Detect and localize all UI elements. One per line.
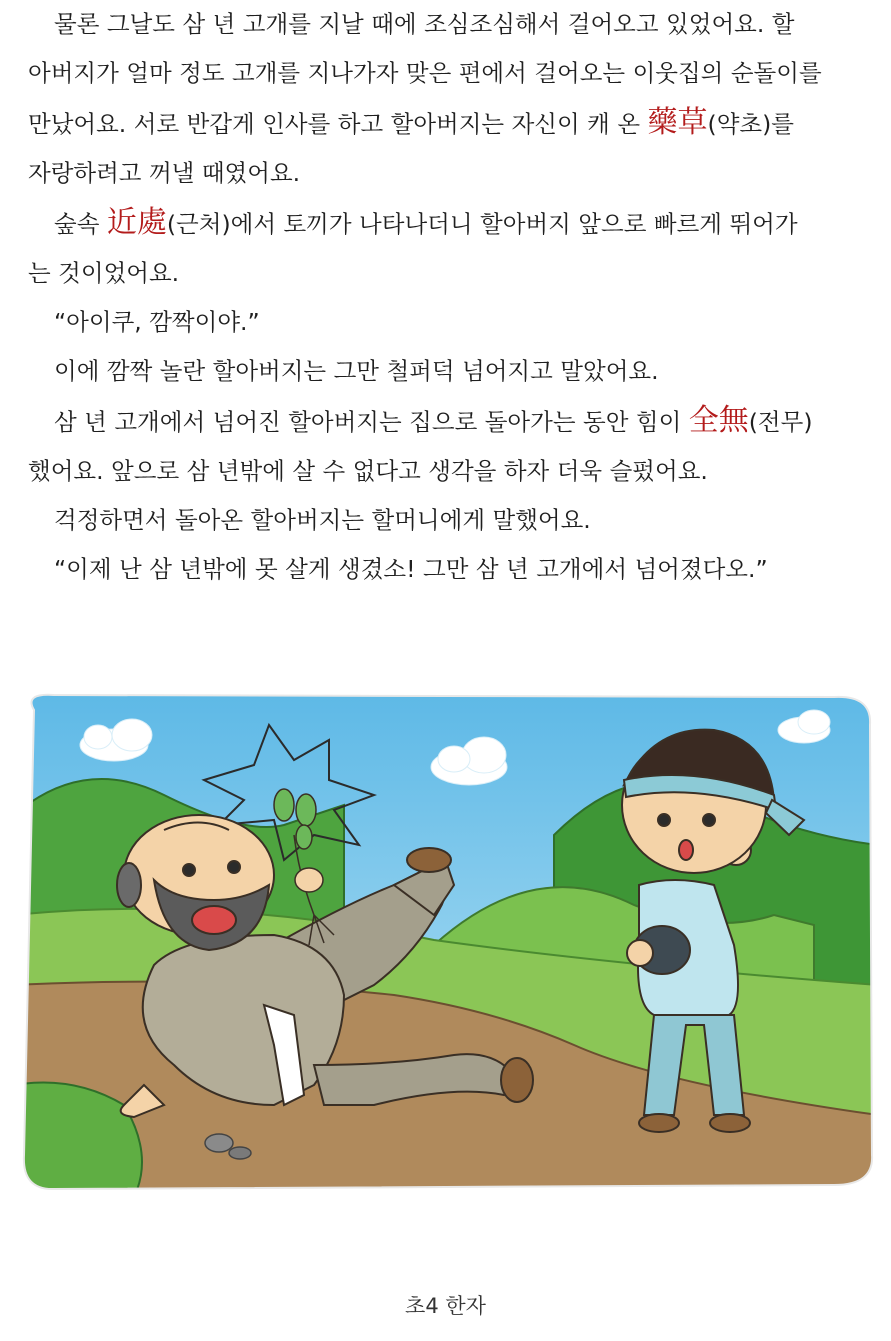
paragraph-1 [28,0,864,198]
story-text [28,0,864,594]
paragraph-5 [28,396,864,496]
p1-line3-text: 만났어요. 서로 반갑게 인사를 하고 할아버지는 자신이 캐 온 [28,110,648,138]
p1-line3-reading: (약초)를 [707,110,794,138]
paragraph-7: “이제 난 삼 년밖에 못 살게 생겼소! 그만 삼 년 고개에서 넘어졌다오.” [54,555,768,583]
story-illustration [14,685,878,1197]
hanja-geuncheo: 近處 [106,205,167,240]
hanja-jeonmu: 全無 [688,403,749,438]
p2-reading: (근처)에서 토끼가 나타나더니 할아버지 앞으로 빠르게 뛰어가 [166,210,798,238]
p5-text: 삼 년 고개에서 넘어진 할아버지는 집으로 돌아가는 동안 힘이 [54,408,689,436]
p1-line2: 아버지가 얼마 정도 고개를 지나가자 맞은 편에서 걸어오는 이웃집의 순돌이를 [28,59,822,87]
stone [205,1134,233,1152]
paragraph-2 [28,198,864,298]
paragraph-6: 걱정하면서 돌아온 할아버지는 할머니에게 말했어요. [54,506,591,534]
p1-line1: 물론 그날도 삼 년 고개를 지날 때에 조심조심해서 걸어오고 있었어요. 할 [54,10,795,38]
p5-line2: 했어요. 앞으로 삼 년밖에 살 수 없다고 생각을 하자 더욱 슬펐어요. [28,457,708,485]
page-footer: 초4 한자 [405,1294,486,1318]
hanja-yakcho: 藥草 [647,105,708,140]
stone [229,1147,251,1159]
paragraph-4: 이에 깜짝 놀란 할아버지는 그만 철퍼덕 넘어지고 말았어요. [54,357,659,385]
p2-text: 숲속 [54,210,107,238]
p2-line2: 는 것이었어요. [28,259,180,287]
p5-reading: (전무) [748,408,813,436]
p1-line3 [28,105,794,140]
paragraph-3: “아이쿠, 깜짝이야.” [54,308,260,336]
p1-line4: 자랑하려고 꺼낼 때였어요. [28,159,301,187]
